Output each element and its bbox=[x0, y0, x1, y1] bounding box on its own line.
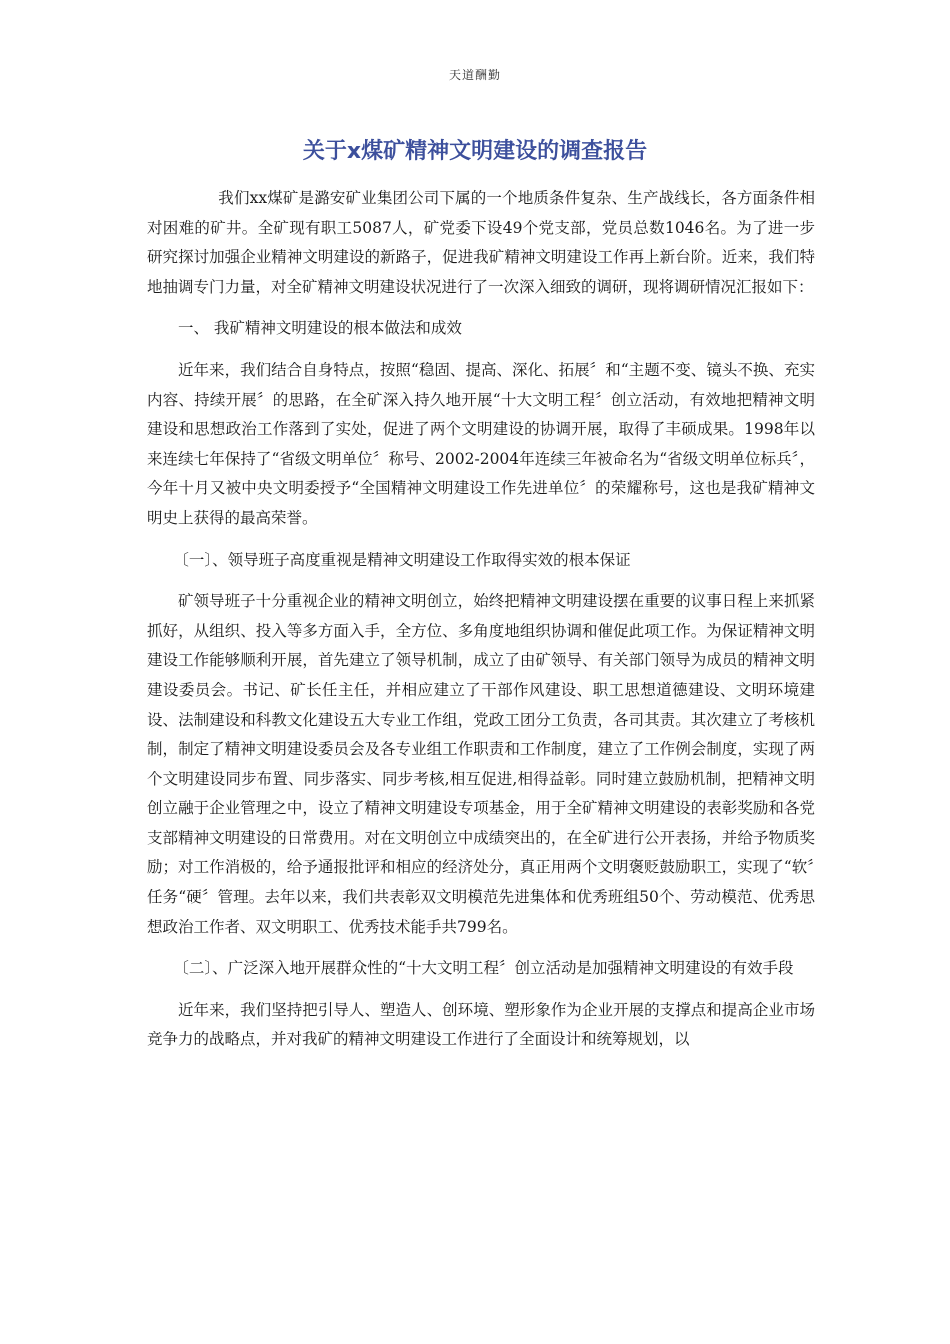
document-title: 关于x煤矿精神文明建设的调查报告 bbox=[302, 139, 648, 164]
page-header: 天道酬勤 bbox=[448, 68, 501, 82]
subsection-2-heading: 〔二〕、广泛深入地开展群众性的“十大文明工程〞创立活动是加强精神文明建设的有效手段 bbox=[173, 959, 794, 978]
intro-paragraph: 我们xx煤矿是潞安矿业集团公司下属的一个地质条件复杂、生产战线长，各方面条件相对困难的矿井。全矿现有职工5087人，矿党委下设49个党支部，党员总数1046名。为了进一步研究探讨加强企业精神文明建设的新路子，促进我矿精神文明建设工作再上新台阶。近来，我们特地抽调专门力量，对全矿精神文明建设状况进行了一次深入细致的调研，现将调研情况汇报如下： bbox=[147, 189, 815, 296]
document-body bbox=[147, 184, 815, 1055]
subsection-2-paragraph: 近年来，我们坚持把引导人、塑造人、创环境、塑形象作为企业开展的支撑点和提高企业市场竞争力的战略点，并对我矿的精神文明建设工作进行了全面设计和统筹规划，以 bbox=[147, 1000, 815, 1049]
section-1-heading: 一、 我矿精神文明建设的根本做法和成效 bbox=[178, 319, 462, 338]
subsection-1-paragraph: 矿领导班子十分重视企业的精神文明创立，始终把精神文明建设摆在重要的议事日程上来抓紧抓好，从组织、投入等多方面入手，全方位、多角度地组织协调和催促此项工作。为保证精神文明建设工作能够顺利开展，首先建立了领导机制，成立了由矿领导、有关部门领导为成员的精神文明建设委员会。书记、矿长任主任，并相应建立了干部作风建设、职工思想道德建设、文明环境建设、法制建设和科教文化建设五大专业工作组，党政工团分工负责，各司其责。其次建立了考核机制，制定了精神文明建设委员会及各专业组工作职责和工作制度，建立了工作例会制度，实现了两个文明建设同步布置、同步落实、同步考核,相互促进,相得益彰。同时建立鼓励机制，把精神文明创立融于企业管理之中，设立了精神文明建设专项基金，用于全矿精神文明建设的表彰奖励和各党支部精神文明建设的日常费用。对在文明创立中成绩突出的，在全矿进行公开表扬，并给予物质奖励；对工作消极的，给予通报批评和相应的经济处分，真正用两个文明褒贬鼓励职工，实现了“软〞任务“硬〞管理。去年以来，我们共表彰双文明模范先进集体和优秀班组50个、劳动模范、优秀思想政治工作者、双文明职工、优秀技术能手共799名。 bbox=[147, 592, 815, 936]
subsection-1-heading: 〔一〕、领导班子高度重视是精神文明建设工作取得实效的根本保证 bbox=[173, 550, 631, 569]
section-1-paragraph: 近年来，我们结合自身特点，按照“稳固、提高、深化、拓展〞和“主题不变、镜头不换、充实内容、持续开展〞的思路，在全矿深入持久地开展“十大文明工程〞创立活动，有效地把精神文明建设和思想政治工作落到了实处，促进了两个文明建设的协调开展，取得了丰硕成果。1998年以来连续七年保持了“省级文明单位〞称号、2002-2004年连续三年被命名为“省级文明单位标兵〞，今年十月又被中央文明委授予“全国精神文明建设工作先进单位〞的荣耀称号，这也是我矿精神文明史上获得的最高荣誉。 bbox=[147, 360, 815, 527]
